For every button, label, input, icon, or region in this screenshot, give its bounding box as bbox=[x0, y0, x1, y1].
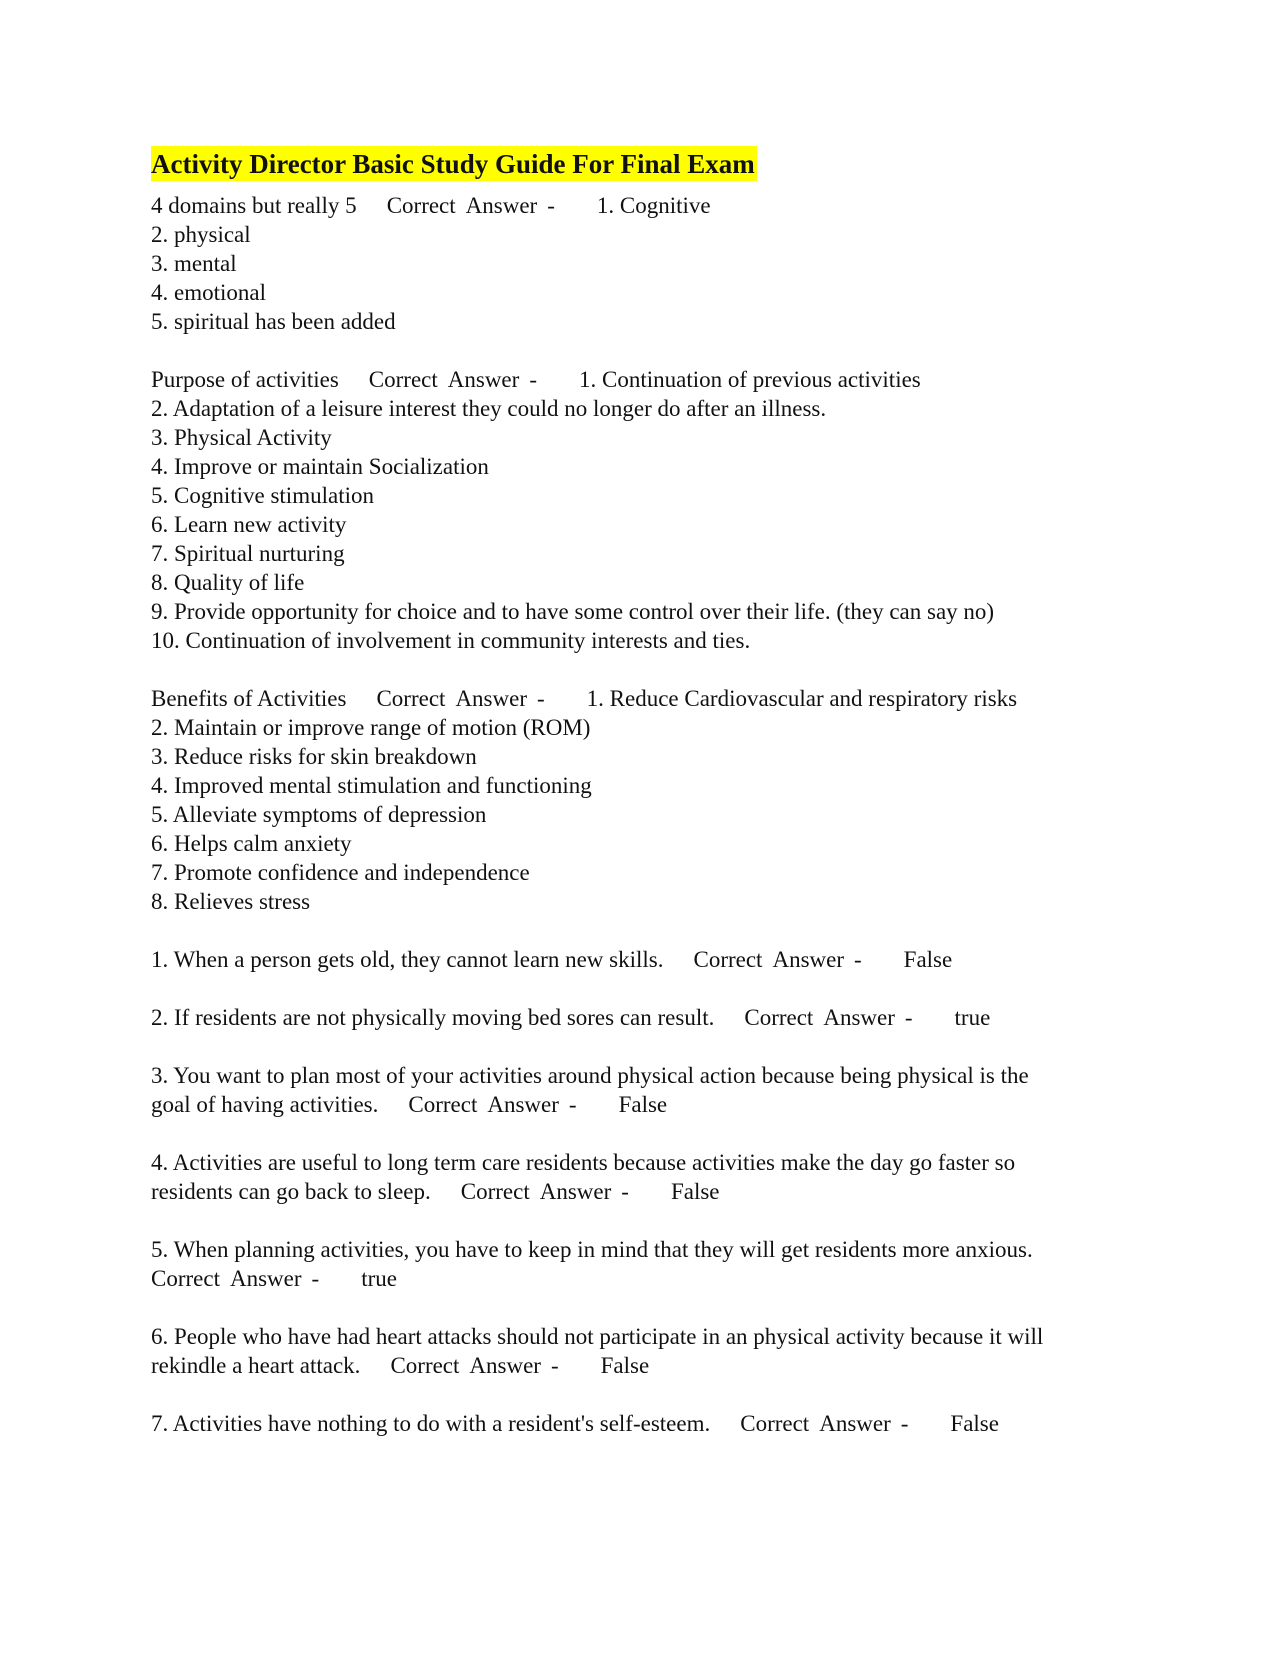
qa-question-line bbox=[151, 1351, 1151, 1380]
answer-dash: - bbox=[536, 686, 545, 711]
list-item: 4. emotional bbox=[151, 280, 266, 305]
correct-label: Correct bbox=[740, 1411, 810, 1436]
answer-value: true bbox=[361, 1266, 397, 1291]
correct-label: Correct bbox=[408, 1092, 478, 1117]
correct-label: Correct bbox=[460, 1179, 530, 1204]
question-text: Purpose of activities bbox=[151, 367, 339, 392]
answer-dash: - bbox=[311, 1266, 320, 1291]
question-text: 5. When planning activities, you have to keep in mind that they will get residents more anxious. bbox=[151, 1237, 1033, 1262]
correct-label: Correct bbox=[390, 1353, 460, 1378]
question-text: 7. Activities have nothing to do with a resident's self-esteem. bbox=[151, 1411, 711, 1436]
question-text: 4. Activities are useful to long term care residents because activities make the day go faster so bbox=[151, 1150, 1016, 1175]
list-item: 6. Learn new activity bbox=[151, 512, 347, 537]
qa-question-line bbox=[151, 1003, 1151, 1032]
question-text-continued: goal of having activities. bbox=[151, 1092, 379, 1117]
tf-question-2 bbox=[151, 1003, 1151, 1032]
answer-dash: - bbox=[550, 1353, 559, 1378]
question-text: 3. You want to plan most of your activities around physical action because being physical is the bbox=[151, 1063, 1029, 1088]
list-item: 9. Provide opportunity for choice and to have some control over their life. (they can say no) bbox=[151, 599, 995, 624]
question-text: 4 domains but really 5 bbox=[151, 193, 357, 218]
answer-dash: - bbox=[621, 1179, 629, 1204]
qa-question-line bbox=[151, 365, 1151, 394]
qa-block-purpose bbox=[151, 365, 1151, 655]
document-page bbox=[151, 146, 1151, 1467]
question-text: 2. If residents are not physically moving bed sores can result. bbox=[151, 1005, 715, 1030]
qa-block-benefits bbox=[151, 684, 1151, 916]
question-text-continued: residents can go back to sleep. bbox=[151, 1179, 431, 1204]
tf-question-7 bbox=[151, 1409, 1151, 1438]
qa-question-line bbox=[151, 191, 1151, 220]
list-item: 8. Quality of life bbox=[151, 570, 305, 595]
answer-label: Answer bbox=[469, 1353, 541, 1378]
list-item: 3. Physical Activity bbox=[151, 425, 332, 450]
answer-dash: - bbox=[904, 1005, 913, 1030]
qa-question-line bbox=[151, 1264, 1151, 1293]
question-text: Benefits of Activities bbox=[151, 686, 347, 711]
list-item: 2. Adaptation of a leisure interest they could no longer do after an illness. bbox=[151, 396, 827, 421]
answer-label: Answer bbox=[539, 1179, 612, 1204]
list-item: 6. Helps calm anxiety bbox=[151, 831, 352, 856]
answer-label: Answer bbox=[772, 947, 844, 972]
answer-value: False bbox=[600, 1353, 650, 1378]
question-text-continued: rekindle a heart attack. bbox=[151, 1353, 361, 1378]
tf-question-5 bbox=[151, 1235, 1151, 1293]
answer-dash: - bbox=[568, 1092, 577, 1117]
tf-question-6 bbox=[151, 1322, 1151, 1380]
answer-label: Answer bbox=[229, 1266, 302, 1291]
correct-label: Correct bbox=[693, 947, 763, 972]
answer-value: False bbox=[903, 947, 953, 972]
answer-value: False bbox=[618, 1092, 668, 1117]
qa-block-domains bbox=[151, 191, 1151, 336]
qa-question-line bbox=[151, 684, 1151, 713]
title-row bbox=[151, 146, 1151, 191]
correct-label: Correct bbox=[386, 193, 456, 218]
qa-question-line bbox=[151, 945, 1151, 974]
answer-value: False bbox=[950, 1411, 999, 1436]
list-item: 5. Cognitive stimulation bbox=[151, 483, 374, 508]
answer-value: False bbox=[670, 1179, 720, 1204]
list-item: 4. Improve or maintain Socialization bbox=[151, 454, 489, 479]
answer-label: Answer bbox=[819, 1411, 891, 1436]
question-text: 1. When a person gets old, they cannot learn new skills. bbox=[151, 947, 664, 972]
answer-label: Answer bbox=[465, 193, 538, 218]
list-item: 7. Spiritual nurturing bbox=[151, 541, 345, 566]
list-item: 3. mental bbox=[151, 251, 237, 276]
list-item: 2. physical bbox=[151, 222, 251, 247]
list-item: 10. Continuation of involvement in community interests and ties. bbox=[151, 628, 751, 653]
answer-dash: - bbox=[854, 947, 862, 972]
list-item: 7. Promote confidence and independence bbox=[151, 860, 530, 885]
list-item: 1. Continuation of previous activities bbox=[578, 367, 921, 392]
correct-label: Correct bbox=[744, 1005, 814, 1030]
qa-question-line bbox=[151, 1409, 1151, 1438]
answer-label: Answer bbox=[455, 686, 527, 711]
correct-label: Correct bbox=[151, 1266, 220, 1291]
list-item: 4. Improved mental stimulation and functioning bbox=[151, 773, 592, 798]
qa-question-line bbox=[151, 1090, 1151, 1119]
answer-dash: - bbox=[547, 193, 555, 218]
list-item: 5. spiritual has been added bbox=[151, 309, 396, 334]
answer-label: Answer bbox=[487, 1092, 559, 1117]
answer-label: Answer bbox=[447, 367, 520, 392]
list-item: 5. Alleviate symptoms of depression bbox=[151, 802, 487, 827]
question-text: 6. People who have had heart attacks should not participate in an physical activity because it will bbox=[151, 1324, 1044, 1349]
correct-label: Correct bbox=[368, 367, 438, 392]
list-item: 1. Cognitive bbox=[596, 193, 711, 218]
document-title: Activity Director Basic Study Guide For Final Exam bbox=[151, 146, 757, 181]
answer-label: Answer bbox=[823, 1005, 895, 1030]
tf-question-1 bbox=[151, 945, 1151, 974]
answer-dash: - bbox=[529, 367, 537, 392]
list-item: 2. Maintain or improve range of motion (ROM) bbox=[151, 715, 591, 740]
answer-value: true bbox=[954, 1005, 991, 1030]
list-item: 8. Relieves stress bbox=[151, 889, 311, 914]
qa-question-line bbox=[151, 1177, 1151, 1206]
tf-question-4 bbox=[151, 1148, 1151, 1206]
list-item: 3. Reduce risks for skin breakdown bbox=[151, 744, 477, 769]
correct-label: Correct bbox=[376, 686, 446, 711]
tf-question-3 bbox=[151, 1061, 1151, 1119]
list-item: 1. Reduce Cardiovascular and respiratory risks bbox=[586, 686, 1018, 711]
answer-dash: - bbox=[900, 1411, 909, 1436]
